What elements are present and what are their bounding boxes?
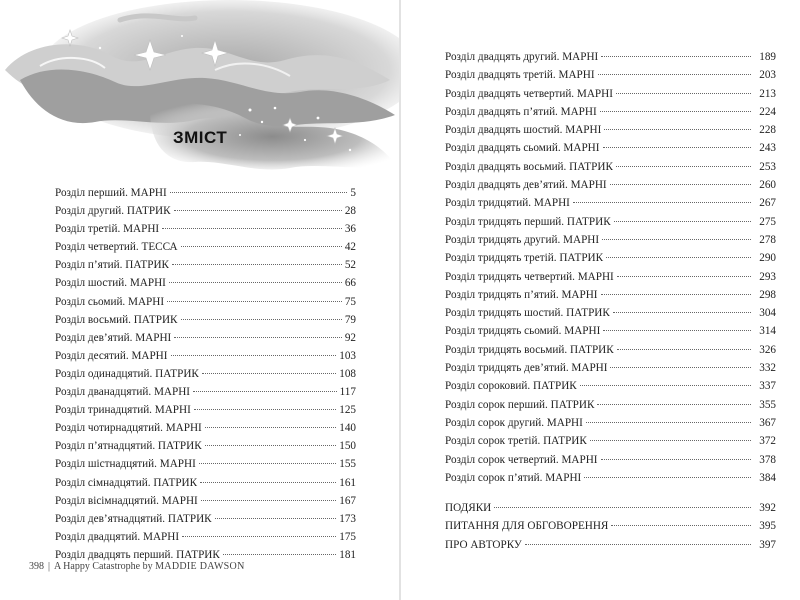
toc-entry[interactable] (55, 274, 356, 292)
toc-entry[interactable] (445, 304, 776, 322)
toc-entry[interactable] (55, 528, 356, 546)
toc-entry-label: Розділ сімнадцятий. ПАТРИК (55, 476, 198, 489)
toc-entry-page: 42 (344, 241, 356, 254)
toc-entry[interactable] (445, 231, 776, 249)
toc-entry-label: Розділ одинадцятий. ПАТРИК (55, 367, 199, 380)
toc-entry-page: 75 (344, 295, 356, 308)
toc-entry-label: Розділ тридцять дев’ятий. МАРНІ (445, 362, 608, 375)
toc-entry-label: Розділ десятий. МАРНІ (55, 349, 168, 362)
toc-entry-label: Розділ тридцять перший. ПАТРИК (445, 215, 611, 228)
footer-by: by (142, 561, 153, 572)
dot-leader (617, 349, 751, 350)
toc-entry-page: 5 (350, 187, 356, 199)
toc-entry-page: 150 (339, 440, 356, 453)
dot-leader (205, 445, 337, 446)
toc-entry-label: Розділ дванадцятий. МАРНІ (55, 386, 191, 399)
toc-entry-label: Розділ п’ятий. ПАТРИК (55, 259, 170, 272)
toc-back-matter-entry[interactable] (445, 517, 776, 535)
toc-entry-label: Розділ сьомий. МАРНІ (55, 295, 165, 308)
toc-entry[interactable] (55, 492, 356, 510)
toc-entry-page: 304 (759, 307, 776, 320)
toc-entry[interactable] (445, 85, 776, 103)
dot-leader (181, 246, 342, 247)
toc-entry[interactable] (445, 249, 776, 267)
toc-entry-label: Розділ дев’ятий. МАРНІ (55, 331, 172, 344)
toc-entry-page: 125 (339, 404, 356, 417)
toc-entry[interactable] (445, 176, 776, 194)
toc-entry[interactable] (55, 437, 356, 455)
toc-entry-label: ПОДЯКИ (445, 502, 492, 515)
toc-entry-label: Розділ шістнадцятий. МАРНІ (55, 458, 196, 471)
toc-entry-page: 355 (759, 398, 776, 411)
footer-book-title: A Happy Catastrophe (54, 561, 141, 572)
dot-leader (601, 294, 751, 295)
toc-entry-page: 52 (344, 259, 356, 272)
toc-entry-label: Розділ тринадцятий. МАРНІ (55, 404, 191, 417)
toc-entry[interactable] (445, 268, 776, 286)
dot-leader (616, 93, 751, 94)
dot-leader (174, 337, 342, 338)
page-footer (29, 561, 245, 572)
toc-entry[interactable] (445, 469, 776, 487)
toc-entry-label: Розділ двадцять восьмий. ПАТРИК (445, 160, 613, 173)
toc-entry-label: Розділ третій. МАРНІ (55, 223, 160, 236)
toc-entry[interactable] (55, 311, 356, 329)
toc-entry-page: 66 (344, 277, 356, 290)
toc-entry-page: 155 (339, 458, 356, 471)
dot-leader (600, 111, 751, 112)
dot-leader (194, 409, 336, 410)
toc-entry-page: 228 (759, 124, 776, 137)
toc-entry-label: Розділ вісімнадцятий. МАРНІ (55, 494, 198, 507)
toc-entry-page: 384 (759, 471, 776, 484)
toc-spacer (445, 487, 776, 499)
toc-entry-label: Розділ тридцять шостий. ПАТРИК (445, 307, 610, 320)
toc-entry-page: 337 (759, 380, 776, 393)
toc-entry-label: Розділ сорок перший. ПАТРИК (445, 398, 595, 411)
toc-entry-page: 290 (759, 252, 776, 265)
toc-entry-page: 181 (339, 548, 356, 561)
toc-entry-page: 397 (759, 538, 776, 551)
left-page (0, 0, 399, 600)
toc-entry-page: 267 (759, 197, 776, 210)
toc-entry[interactable] (445, 121, 776, 139)
toc-entry[interactable] (445, 359, 776, 377)
toc-entry-label: Розділ шостий. МАРНІ (55, 277, 166, 290)
dot-leader (590, 440, 751, 441)
toc-entry-label: Розділ тридцять другий. МАРНІ (445, 233, 600, 246)
toc-entry-page: 103 (339, 349, 356, 362)
toc-back-matter-entry[interactable] (445, 536, 776, 554)
toc-entry-page: 224 (759, 105, 776, 118)
footer-separator: | (48, 561, 51, 572)
toc-entry-page: 332 (759, 362, 776, 375)
dot-leader (584, 477, 751, 478)
toc-entry-page: 372 (759, 435, 776, 448)
dot-leader (597, 404, 751, 405)
toc-entry-label: Розділ тридцять четвертий. МАРНІ (445, 270, 614, 283)
night-sky-clouds-stars-illustration (0, 0, 399, 180)
toc-entry[interactable] (55, 256, 356, 274)
toc-entry-label: Розділ двадцять другий. МАРНІ (445, 51, 599, 63)
toc-entry-label: Розділ сорок п’ятий. МАРНІ (445, 471, 582, 484)
dot-leader (172, 264, 342, 265)
toc-entry-label: Розділ двадцять перший. ПАТРИК (55, 548, 220, 561)
dot-leader (201, 500, 336, 501)
toc-entry[interactable] (55, 474, 356, 492)
toc-entry[interactable] (55, 510, 356, 528)
toc-entry-label: Розділ двадцять третій. МАРНІ (445, 69, 595, 82)
toc-list-right (445, 48, 776, 554)
toc-entry-page: 326 (759, 343, 776, 356)
toc-entry-page: 92 (344, 331, 356, 344)
toc-entry-label: Розділ сороковий. ПАТРИК (445, 380, 577, 393)
toc-entry-page: 117 (339, 386, 356, 399)
toc-entry-page: 275 (759, 215, 776, 228)
dot-leader (586, 422, 751, 423)
toc-entry-label: Розділ сорок четвертий. МАРНІ (445, 453, 598, 466)
dot-leader (601, 56, 751, 57)
toc-entry[interactable] (55, 365, 356, 383)
toc-entry[interactable] (55, 184, 356, 202)
toc-entry-label: Розділ двадцять п’ятий. МАРНІ (445, 105, 597, 118)
toc-back-matter-entry[interactable] (445, 499, 776, 517)
dot-leader (573, 202, 751, 203)
dot-leader (598, 74, 751, 75)
toc-entry-label: Розділ восьмий. ПАТРИК (55, 313, 178, 326)
toc-entry-page: 36 (344, 223, 356, 236)
toc-entry-label: Розділ двадцять сьомий. МАРНІ (445, 142, 600, 155)
toc-entry[interactable] (445, 66, 776, 84)
toc-entry-label: ПРО АВТОРКУ (445, 538, 522, 551)
toc-entry-label: Розділ перший. МАРНІ (55, 187, 167, 199)
toc-entry[interactable] (445, 48, 776, 66)
toc-entry[interactable] (55, 293, 356, 311)
toc-entry-page: 278 (759, 233, 776, 246)
toc-entry-label: Розділ двадцять четвертий. МАРНІ (445, 87, 613, 100)
toc-entry-page: 140 (339, 422, 356, 435)
dot-leader (182, 536, 336, 537)
toc-entry[interactable] (445, 432, 776, 450)
dot-leader (610, 184, 751, 185)
toc-entry[interactable] (445, 158, 776, 176)
toc-entry[interactable] (445, 103, 776, 121)
toc-entry[interactable] (55, 401, 356, 419)
toc-entry[interactable] (55, 347, 356, 365)
toc-entry[interactable] (445, 341, 776, 359)
toc-entry-page: 167 (339, 494, 356, 507)
toc-entry-label: Розділ тридцять третій. ПАТРИК (445, 252, 604, 265)
dot-leader (613, 312, 751, 313)
dot-leader (171, 355, 337, 356)
dot-leader (174, 210, 342, 211)
toc-entry[interactable] (55, 455, 356, 473)
dot-leader (525, 544, 751, 545)
toc-entry[interactable] (445, 451, 776, 469)
toc-entry-page: 189 (759, 51, 776, 63)
toc-entry-label: Розділ чотирнадцятий. МАРНІ (55, 422, 202, 435)
toc-entry-page: 175 (339, 530, 356, 543)
right-page (401, 0, 800, 600)
toc-entry-page: 314 (759, 325, 776, 338)
toc-entry[interactable] (445, 194, 776, 212)
dot-leader (205, 427, 336, 428)
toc-entry-page: 298 (759, 288, 776, 301)
dot-leader (167, 301, 342, 302)
dot-leader (162, 228, 342, 229)
toc-entry[interactable] (55, 383, 356, 401)
toc-entry[interactable] (445, 322, 776, 340)
toc-entry-label: Розділ дев’ятнадцятий. ПАТРИК (55, 512, 212, 525)
toc-entry-label: Розділ сорок третій. ПАТРИК (445, 435, 587, 448)
toc-entry[interactable] (445, 286, 776, 304)
toc-entry-label: Розділ тридцять п’ятий. МАРНІ (445, 288, 598, 301)
dot-leader (601, 459, 751, 460)
toc-entry-page: 28 (344, 205, 356, 218)
toc-list-left (55, 184, 356, 564)
dot-leader (610, 367, 751, 368)
dot-leader (181, 319, 342, 320)
toc-entry-page: 79 (344, 313, 356, 326)
toc-entry[interactable] (445, 139, 776, 157)
toc-entry-page: 203 (759, 69, 776, 82)
toc-entry-label: ПИТАННЯ ДЛЯ ОБГОВОРЕННЯ (445, 520, 609, 533)
toc-entry-label: Розділ п’ятнадцятий. ПАТРИК (55, 440, 202, 453)
toc-entry-label: Розділ двадцять дев’ятий. МАРНІ (445, 179, 607, 192)
toc-entry-page: 253 (759, 160, 776, 173)
dot-leader (617, 276, 751, 277)
toc-entry-page: 378 (759, 453, 776, 466)
toc-entry-page: 108 (339, 367, 356, 380)
toc-entry-label: Розділ двадцять шостий. МАРНІ (445, 124, 602, 137)
dot-leader (193, 391, 337, 392)
toc-entry-page: 367 (759, 416, 776, 429)
dot-leader (602, 239, 751, 240)
toc-entry-page: 213 (759, 87, 776, 100)
toc-entry-page: 260 (759, 179, 776, 192)
toc-entry-label: Розділ двадцятий. МАРНІ (55, 530, 180, 543)
dot-leader (494, 507, 751, 508)
toc-entry-label: Розділ тридцятий. МАРНІ (445, 197, 570, 210)
toc-entry-page: 395 (759, 520, 776, 533)
toc-entry[interactable] (445, 396, 776, 414)
dot-leader (200, 482, 336, 483)
toc-entry[interactable] (55, 202, 356, 220)
dot-leader (606, 257, 751, 258)
toc-entry-page: 293 (759, 270, 776, 283)
toc-entry-page: 161 (339, 476, 356, 489)
toc-entry-label: Розділ четвертий. ТЕССА (55, 241, 178, 254)
dot-leader (170, 192, 348, 193)
toc-entry[interactable] (445, 213, 776, 231)
toc-entry-label: Розділ тридцять восьмий. ПАТРИК (445, 343, 614, 356)
page-title: ЗМІСТ (173, 128, 228, 147)
toc-entry[interactable] (55, 419, 356, 437)
toc-entry[interactable] (55, 220, 356, 238)
dot-leader (616, 166, 751, 167)
toc-entry-label: Розділ тридцять сьомий. МАРНІ (445, 325, 601, 338)
toc-entry-label: Розділ сорок другий. МАРНІ (445, 416, 583, 429)
toc-entry-page: 173 (339, 512, 356, 525)
dot-leader (611, 525, 751, 526)
toc-entry[interactable] (445, 414, 776, 432)
dot-leader (169, 282, 342, 283)
dot-leader (580, 385, 751, 386)
dot-leader (199, 463, 336, 464)
toc-entry-label: Розділ другий. ПАТРИК (55, 205, 171, 218)
toc-entry-page: 243 (759, 142, 776, 155)
dot-leader (215, 518, 337, 519)
dot-leader (614, 221, 751, 222)
dot-leader (603, 330, 751, 331)
toc-entry[interactable] (55, 238, 356, 256)
toc-entry[interactable] (445, 377, 776, 395)
footer-page-number: 398 (29, 561, 44, 572)
dot-leader (604, 129, 751, 130)
toc-entry-page: 392 (759, 502, 776, 515)
toc-entry[interactable] (55, 329, 356, 347)
dot-leader (202, 373, 336, 374)
dot-leader (223, 554, 336, 555)
footer-author: MADDIE DAWSON (155, 561, 245, 572)
dot-leader (603, 147, 752, 148)
